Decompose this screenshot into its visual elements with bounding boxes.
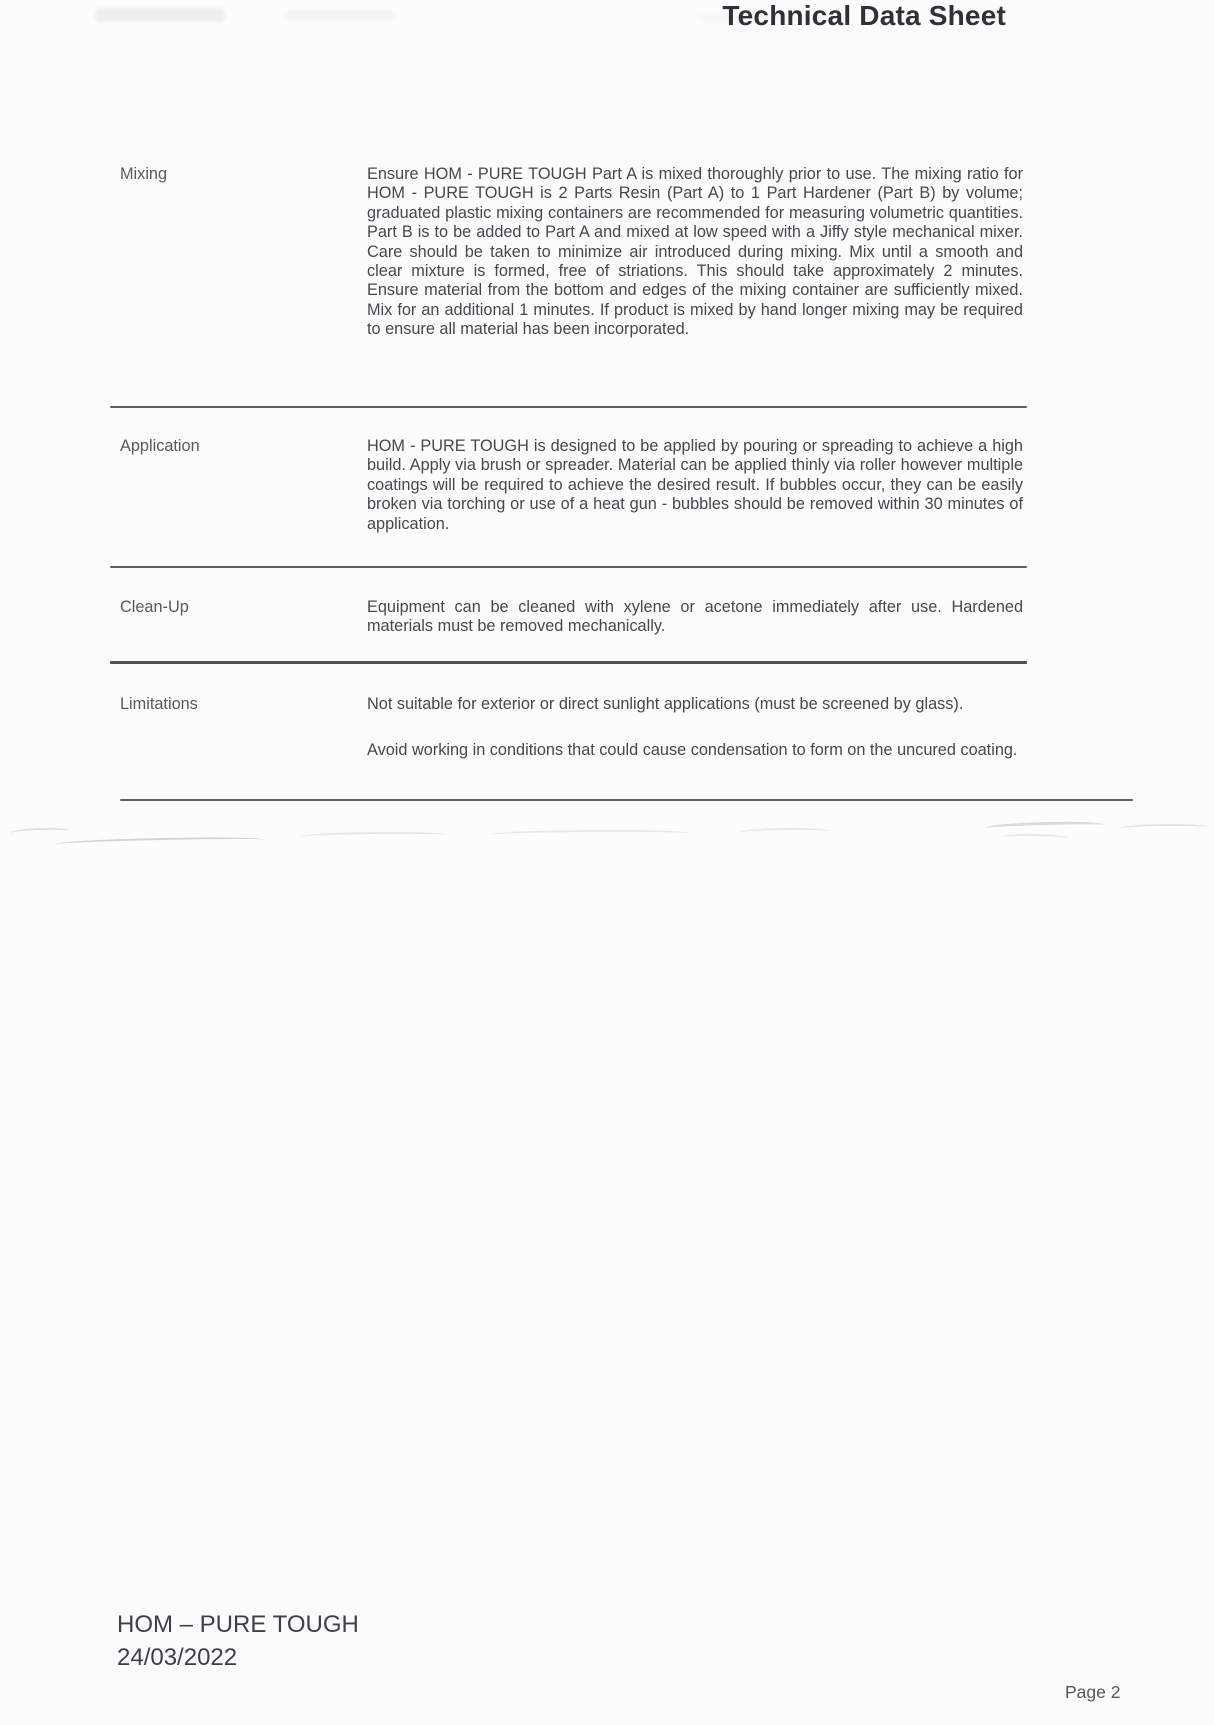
paragraph: Equipment can be cleaned with xylene or acetone immediately after use. Hardened materials must be removed mechanically.	[367, 598, 1023, 636]
scan-artifact-line	[1000, 833, 1070, 842]
section-body-limitations	[367, 695, 1023, 761]
paragraph: HOM - PURE TOUGH is designed to be applied by pouring or spreading to achieve a high build. Apply via brush or spreader. Material can be applied thinly via roller however multiple coatings will be required to achieve the desired result. If bubbles occur, they can be easily broken via torching or use of a heat gun - bubbles should be removed within 30 minutes of application.	[367, 437, 1023, 533]
section-label-cleanup: Clean-Up	[120, 598, 189, 616]
scan-artifact-line	[55, 836, 265, 848]
scan-artifact-line	[300, 831, 450, 841]
footer-product-name: HOM – PURE TOUGH	[117, 1611, 359, 1638]
section-label-mixing: Mixing	[120, 165, 168, 183]
footer	[117, 1608, 359, 1674]
page-number: Page 2	[1065, 1682, 1121, 1702]
scan-artifact-line	[985, 820, 1105, 832]
section-label-limitations: Limitations	[120, 695, 198, 713]
footer-date: 24/03/2022	[117, 1644, 238, 1671]
scan-ghost-mark	[285, 10, 395, 20]
section-divider	[110, 566, 1027, 568]
section-body-application	[367, 437, 1023, 534]
section-body-mixing	[367, 165, 1023, 340]
paragraph: Avoid working in conditions that could cause condensation to form on the uncured coating.	[367, 741, 1018, 760]
paragraph: Ensure HOM - PURE TOUGH Part A is mixed thoroughly prior to use. The mixing ratio for HOM - PURE TOUGH is 2 Parts Resin (Part A) to 1 Part Hardener (Part B) by volume; graduated plastic mixing containers are recommended for measuring volumetric quantities. Part B is to be added to Part A and mixed at low speed with a Jiffy style mechanical mixer. Care should be taken to minimize air introduced during mixing. Mix until a smooth and clear mixture is formed, free of striations. This should take approximately 2 minutes. Ensure material from the bottom and edges of the mixing container are sufficiently mixed. Mix for an additional 1 minutes. If product is mixed by hand longer mixing may be required to ensure all material has been incorporated.	[367, 165, 1023, 339]
section-label-application: Application	[120, 437, 200, 455]
section-divider	[110, 406, 1027, 408]
section-divider	[120, 799, 1133, 801]
scan-ghost-mark	[95, 8, 225, 22]
scan-artifact-line	[490, 829, 690, 838]
scan-artifact-line	[740, 827, 830, 836]
section-body-cleanup	[367, 598, 1023, 637]
scan-artifact-line	[1120, 824, 1210, 833]
section-divider	[110, 661, 1027, 664]
scan-artifact-line	[10, 827, 70, 837]
page-title: Technical Data Sheet	[722, 0, 1006, 31]
paragraph: Not suitable for exterior or direct sunlight applications (must be screened by glass).	[367, 695, 964, 713]
